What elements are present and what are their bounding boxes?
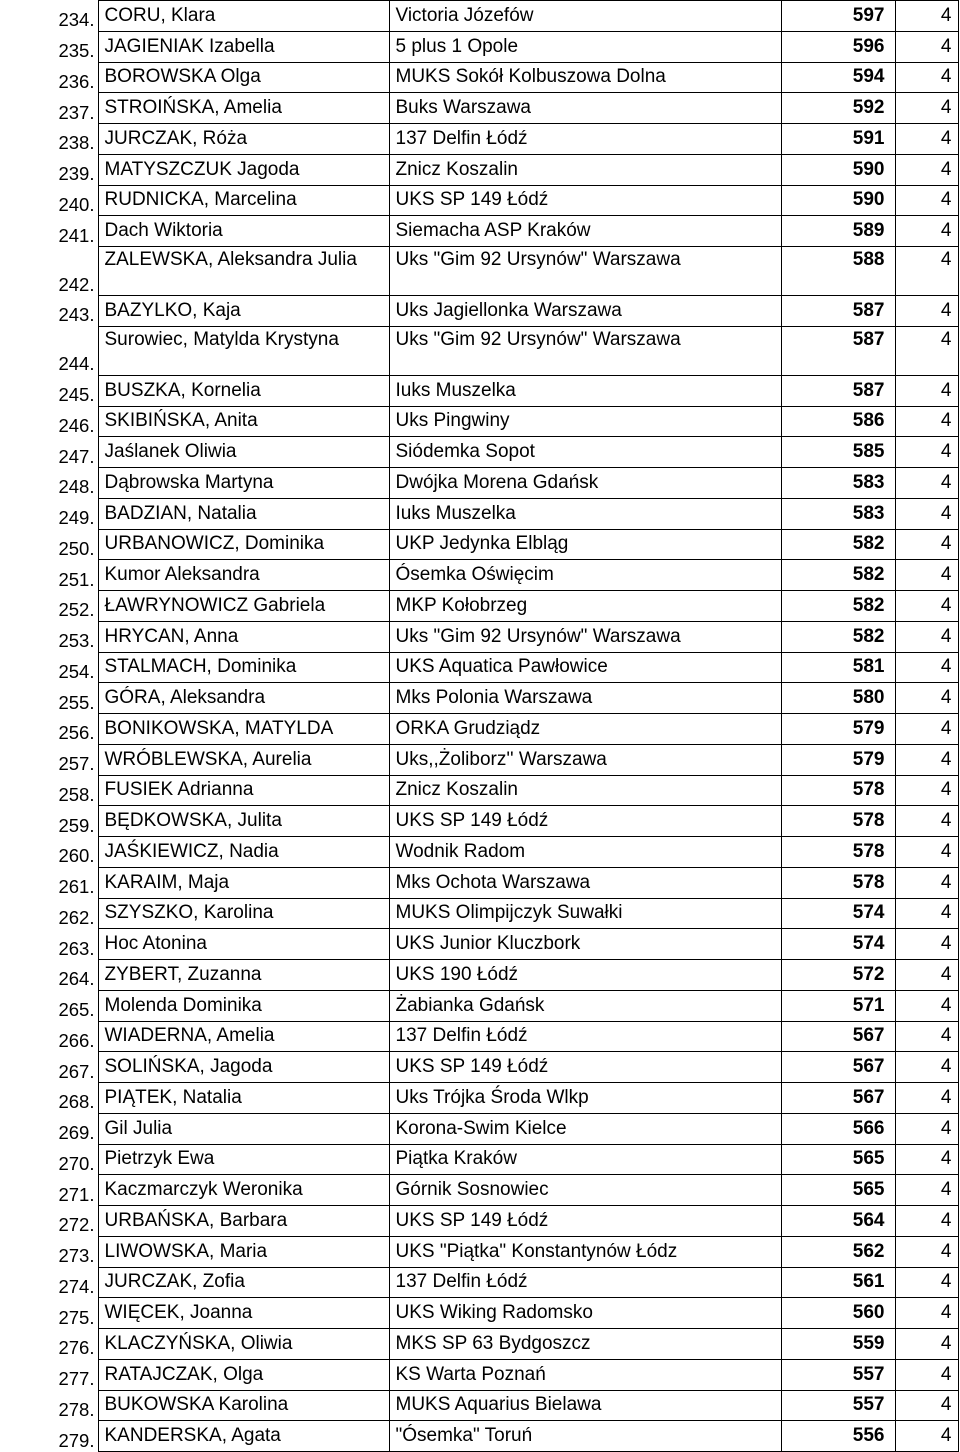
- athlete-name-cell: ZALEWSKA, Aleksandra Julia: [98, 247, 389, 296]
- place-cell: 243.: [58, 304, 95, 326]
- points-cell: 567: [781, 1021, 895, 1052]
- club-name-cell: Uks Trójka Środa Wlkp: [389, 1083, 781, 1114]
- place-cell: 254.: [58, 660, 95, 682]
- place-cell: 251.: [58, 568, 95, 590]
- athlete-name-cell: JURCZAK, Róża: [98, 124, 389, 155]
- place-cell: 258.: [58, 783, 95, 805]
- table-row: [3, 1267, 958, 1298]
- athlete-name-cell: PIĄTEK, Natalia: [98, 1083, 389, 1114]
- club-name-cell: Siemacha ASP Kraków: [389, 216, 781, 247]
- table-row: [3, 744, 958, 775]
- place-cell: 240.: [58, 193, 95, 215]
- athlete-name-cell: BOROWSKA Olga: [98, 62, 389, 93]
- points-cell: 561: [781, 1267, 895, 1298]
- table-row: [3, 1329, 958, 1360]
- table-row: [3, 775, 958, 806]
- table-row: [3, 621, 958, 652]
- table-row: [3, 837, 958, 868]
- table-row: [3, 529, 958, 560]
- points-cell: 562: [781, 1236, 895, 1267]
- club-name-cell: Iuks Muszelka: [389, 375, 781, 406]
- table-row: [3, 1113, 958, 1144]
- club-name-cell: Korona-Swim Kielce: [389, 1113, 781, 1144]
- club-name-cell: 137 Delfin Łódź: [389, 124, 781, 155]
- athlete-name-cell: Dach Wiktoria: [98, 216, 389, 247]
- athlete-name-cell: URBANOWICZ, Dominika: [98, 529, 389, 560]
- club-name-cell: UKS "Piątka" Konstantynów Łódz: [389, 1236, 781, 1267]
- athlete-name-cell: Surowiec, Matylda Krystyna: [98, 326, 389, 375]
- athlete-name-cell: Kumor Aleksandra: [98, 560, 389, 591]
- age-group-cell: 4: [895, 1267, 958, 1298]
- club-name-cell: UKS SP 149 Łódź: [389, 806, 781, 837]
- points-cell: 590: [781, 185, 895, 216]
- age-group-cell: 4: [895, 1206, 958, 1237]
- club-name-cell: Victoria Józefów: [389, 1, 781, 32]
- place-cell: 272.: [58, 1214, 95, 1236]
- points-cell: 582: [781, 560, 895, 591]
- age-group-cell: 4: [895, 1, 958, 32]
- age-group-cell: 4: [895, 898, 958, 929]
- place-cell: 262.: [58, 906, 95, 928]
- club-name-cell: UKS Wiking Radomsko: [389, 1298, 781, 1329]
- age-group-cell: 4: [895, 806, 958, 837]
- table-row: [3, 93, 958, 124]
- athlete-name-cell: Molenda Dominika: [98, 990, 389, 1021]
- club-name-cell: MUKS Aquarius Bielawa: [389, 1390, 781, 1421]
- athlete-name-cell: JAGIENIAK Izabella: [98, 31, 389, 62]
- club-name-cell: Iuks Muszelka: [389, 498, 781, 529]
- points-cell: 586: [781, 406, 895, 437]
- athlete-name-cell: MATYSZCZUK Jagoda: [98, 154, 389, 185]
- points-cell: 596: [781, 31, 895, 62]
- age-group-cell: 4: [895, 1083, 958, 1114]
- place-cell: 246.: [58, 414, 95, 436]
- athlete-name-cell: SKIBIŃSKA, Anita: [98, 406, 389, 437]
- age-group-cell: 4: [895, 1421, 958, 1452]
- table-row: [3, 468, 958, 499]
- points-cell: 578: [781, 775, 895, 806]
- table-row: [3, 216, 958, 247]
- table-row: [3, 806, 958, 837]
- club-name-cell: Uks Jagiellonka Warszawa: [389, 296, 781, 327]
- table-row: [3, 154, 958, 185]
- table-row: [3, 591, 958, 622]
- club-name-cell: Mks Polonia Warszawa: [389, 683, 781, 714]
- age-group-cell: 4: [895, 406, 958, 437]
- age-group-cell: 4: [895, 1113, 958, 1144]
- age-group-cell: 4: [895, 437, 958, 468]
- athlete-name-cell: GÓRA, Aleksandra: [98, 683, 389, 714]
- table-row: [3, 247, 958, 296]
- points-cell: 567: [781, 1052, 895, 1083]
- age-group-cell: 4: [895, 296, 958, 327]
- age-group-cell: 4: [895, 154, 958, 185]
- table-row: [3, 406, 958, 437]
- place-cell: 250.: [58, 537, 95, 559]
- place-cell: 239.: [58, 163, 95, 184]
- table-row: [3, 296, 958, 327]
- age-group-cell: 4: [895, 247, 958, 296]
- table-row: [3, 990, 958, 1021]
- club-name-cell: 137 Delfin Łódź: [389, 1267, 781, 1298]
- athlete-name-cell: RATAJCZAK, Olga: [98, 1359, 389, 1390]
- table-row: [3, 62, 958, 93]
- table-row: [3, 1175, 958, 1206]
- points-cell: 572: [781, 960, 895, 991]
- place-cell: 234.: [58, 9, 95, 31]
- athlete-name-cell: Gil Julia: [98, 1113, 389, 1144]
- athlete-name-cell: FUSIEK Adrianna: [98, 775, 389, 806]
- points-cell: 565: [781, 1175, 895, 1206]
- points-cell: 564: [781, 1206, 895, 1237]
- club-name-cell: "Ósemka" Toruń: [389, 1421, 781, 1452]
- age-group-cell: 4: [895, 1144, 958, 1175]
- points-cell: 594: [781, 62, 895, 93]
- age-group-cell: 4: [895, 837, 958, 868]
- club-name-cell: UKS Junior Kluczbork: [389, 929, 781, 960]
- points-cell: 579: [781, 744, 895, 775]
- place-cell: 236.: [58, 70, 95, 92]
- points-cell: 567: [781, 1083, 895, 1114]
- table-row: [3, 929, 958, 960]
- place-cell: 278.: [58, 1398, 95, 1420]
- athlete-name-cell: BUKOWSKA Karolina: [98, 1390, 389, 1421]
- place-cell: 265.: [58, 999, 95, 1020]
- points-cell: 582: [781, 529, 895, 560]
- place-cell: 248.: [58, 476, 95, 498]
- athlete-name-cell: JAŚKIEWICZ, Nadia: [98, 837, 389, 868]
- place-cell: 256.: [58, 722, 95, 744]
- athlete-name-cell: Pietrzyk Ewa: [98, 1144, 389, 1175]
- athlete-name-cell: KLACZYŃSKA, Oliwia: [98, 1329, 389, 1360]
- place-cell: 260.: [58, 845, 95, 867]
- table-row: [3, 1359, 958, 1390]
- age-group-cell: 4: [895, 560, 958, 591]
- place-cell: 264.: [58, 968, 95, 990]
- place-cell: 235.: [58, 40, 95, 61]
- age-group-cell: 4: [895, 714, 958, 745]
- club-name-cell: UKS Aquatica Pawłowice: [389, 652, 781, 683]
- athlete-name-cell: SZYSZKO, Karolina: [98, 898, 389, 929]
- athlete-name-cell: Dąbrowska Martyna: [98, 468, 389, 499]
- table-row: [3, 185, 958, 216]
- points-cell: 592: [781, 93, 895, 124]
- athlete-name-cell: URBAŃSKA, Barbara: [98, 1206, 389, 1237]
- age-group-cell: 4: [895, 683, 958, 714]
- age-group-cell: 4: [895, 468, 958, 499]
- club-name-cell: UKS 190 Łódź: [389, 960, 781, 991]
- points-cell: 590: [781, 154, 895, 185]
- athlete-name-cell: BADZIAN, Natalia: [98, 498, 389, 529]
- age-group-cell: 4: [895, 326, 958, 375]
- club-name-cell: MKP Kołobrzeg: [389, 591, 781, 622]
- club-name-cell: MKS SP 63 Bydgoszcz: [389, 1329, 781, 1360]
- club-name-cell: UKP Jedynka Elbląg: [389, 529, 781, 560]
- table-row: [3, 31, 958, 62]
- age-group-cell: 4: [895, 1021, 958, 1052]
- age-group-cell: 4: [895, 652, 958, 683]
- points-cell: 580: [781, 683, 895, 714]
- athlete-name-cell: Kaczmarczyk Weronika: [98, 1175, 389, 1206]
- club-name-cell: Uks "Gim 92 Ursynów" Warszawa: [389, 621, 781, 652]
- place-cell: 263.: [58, 937, 95, 959]
- points-cell: 581: [781, 652, 895, 683]
- athlete-name-cell: ŁAWRYNOWICZ Gabriela: [98, 591, 389, 622]
- age-group-cell: 4: [895, 775, 958, 806]
- table-row: [3, 560, 958, 591]
- athlete-name-cell: JURCZAK, Zofia: [98, 1267, 389, 1298]
- athlete-name-cell: WIADERNA, Amelia: [98, 1021, 389, 1052]
- athlete-name-cell: KANDERSKA, Agata: [98, 1421, 389, 1452]
- athlete-name-cell: BONIKOWSKA, MATYLDA: [98, 714, 389, 745]
- points-cell: 583: [781, 498, 895, 529]
- place-cell: 253.: [58, 630, 95, 651]
- points-cell: 587: [781, 296, 895, 327]
- points-cell: 565: [781, 1144, 895, 1175]
- club-name-cell: MUKS Sokół Kolbuszowa Dolna: [389, 62, 781, 93]
- place-cell: 247.: [58, 445, 95, 467]
- place-cell: 271.: [58, 1183, 95, 1205]
- table-row: [3, 867, 958, 898]
- age-group-cell: 4: [895, 1175, 958, 1206]
- athlete-name-cell: SOLIŃSKA, Jagoda: [98, 1052, 389, 1083]
- points-cell: 566: [781, 1113, 895, 1144]
- table-row: [3, 1298, 958, 1329]
- place-cell: 244.: [58, 353, 95, 375]
- points-cell: 560: [781, 1298, 895, 1329]
- points-cell: 582: [781, 621, 895, 652]
- age-group-cell: 4: [895, 1390, 958, 1421]
- points-cell: 574: [781, 929, 895, 960]
- athlete-name-cell: ZYBERT, Zuzanna: [98, 960, 389, 991]
- table-row: [3, 326, 958, 375]
- points-cell: 557: [781, 1359, 895, 1390]
- athlete-name-cell: RUDNICKA, Marcelina: [98, 185, 389, 216]
- athlete-name-cell: LIWOWSKA, Maria: [98, 1236, 389, 1267]
- athlete-name-cell: HRYCAN, Anna: [98, 621, 389, 652]
- points-cell: 578: [781, 867, 895, 898]
- athlete-name-cell: Jaślanek Oliwia: [98, 437, 389, 468]
- age-group-cell: 4: [895, 867, 958, 898]
- age-group-cell: 4: [895, 93, 958, 124]
- place-cell: 242.: [58, 273, 95, 295]
- age-group-cell: 4: [895, 1298, 958, 1329]
- club-name-cell: Buks Warszawa: [389, 93, 781, 124]
- club-name-cell: Mks Ochota Warszawa: [389, 867, 781, 898]
- athlete-name-cell: BAZYLKO, Kaja: [98, 296, 389, 327]
- age-group-cell: 4: [895, 124, 958, 155]
- table-row: [3, 375, 958, 406]
- table-row: [3, 1236, 958, 1267]
- points-cell: 591: [781, 124, 895, 155]
- club-name-cell: Ósemka Oświęcim: [389, 560, 781, 591]
- club-name-cell: KS Warta Poznań: [389, 1359, 781, 1390]
- place-cell: 257.: [58, 753, 95, 774]
- age-group-cell: 4: [895, 591, 958, 622]
- points-cell: 571: [781, 990, 895, 1021]
- table-row: [3, 683, 958, 714]
- table-row: [3, 1021, 958, 1052]
- place-cell: 279.: [58, 1429, 95, 1451]
- table-row: [3, 124, 958, 155]
- club-name-cell: ORKA Grudziądz: [389, 714, 781, 745]
- age-group-cell: 4: [895, 375, 958, 406]
- club-name-cell: UKS SP 149 Łódź: [389, 1206, 781, 1237]
- points-cell: 587: [781, 375, 895, 406]
- place-cell: 252.: [58, 599, 95, 621]
- points-cell: 589: [781, 216, 895, 247]
- club-name-cell: 5 plus 1 Opole: [389, 31, 781, 62]
- points-cell: 578: [781, 837, 895, 868]
- place-cell: 270.: [58, 1152, 95, 1174]
- place-cell: 277.: [58, 1368, 95, 1389]
- athlete-name-cell: CORU, Klara: [98, 1, 389, 32]
- club-name-cell: Siódemka Sopot: [389, 437, 781, 468]
- table-row: [3, 960, 958, 991]
- points-cell: 583: [781, 468, 895, 499]
- age-group-cell: 4: [895, 498, 958, 529]
- place-cell: 249.: [58, 507, 95, 528]
- club-name-cell: Dwójka Morena Gdańsk: [389, 468, 781, 499]
- athlete-name-cell: STROIŃSKA, Amelia: [98, 93, 389, 124]
- place-cell: 269.: [58, 1122, 95, 1143]
- place-cell: 261.: [58, 876, 95, 897]
- age-group-cell: 4: [895, 216, 958, 247]
- place-cell: 267.: [58, 1060, 95, 1082]
- table-row: [3, 714, 958, 745]
- club-name-cell: MUKS Olimpijczyk Suwałki: [389, 898, 781, 929]
- place-cell: 266.: [58, 1029, 95, 1051]
- points-cell: 582: [781, 591, 895, 622]
- table-row: [3, 498, 958, 529]
- points-cell: 588: [781, 247, 895, 296]
- points-cell: 585: [781, 437, 895, 468]
- points-cell: 574: [781, 898, 895, 929]
- table-row: [3, 652, 958, 683]
- place-cell: 238.: [58, 132, 95, 154]
- place-cell: 276.: [58, 1337, 95, 1359]
- points-cell: 578: [781, 806, 895, 837]
- athlete-name-cell: BUSZKA, Kornelia: [98, 375, 389, 406]
- results-table-body: [3, 1, 958, 1452]
- athlete-name-cell: WRÓBLEWSKA, Aurelia: [98, 744, 389, 775]
- points-cell: 579: [781, 714, 895, 745]
- club-name-cell: Uks Pingwiny: [389, 406, 781, 437]
- age-group-cell: 4: [895, 529, 958, 560]
- results-table: [3, 0, 959, 1452]
- athlete-name-cell: WIĘCEK, Joanna: [98, 1298, 389, 1329]
- club-name-cell: Uks "Gim 92 Ursynów" Warszawa: [389, 247, 781, 296]
- place-cell: 241.: [58, 224, 95, 246]
- age-group-cell: 4: [895, 744, 958, 775]
- age-group-cell: 4: [895, 960, 958, 991]
- age-group-cell: 4: [895, 929, 958, 960]
- table-row: [3, 1, 958, 32]
- place-cell: 245.: [58, 384, 95, 405]
- age-group-cell: 4: [895, 621, 958, 652]
- athlete-name-cell: Hoc Atonina: [98, 929, 389, 960]
- club-name-cell: 137 Delfin Łódź: [389, 1021, 781, 1052]
- athlete-name-cell: KARAIM, Maja: [98, 867, 389, 898]
- points-cell: 597: [781, 1, 895, 32]
- table-row: [3, 1421, 958, 1452]
- club-name-cell: UKS SP 149 Łódź: [389, 185, 781, 216]
- club-name-cell: Wodnik Radom: [389, 837, 781, 868]
- age-group-cell: 4: [895, 1359, 958, 1390]
- age-group-cell: 4: [895, 185, 958, 216]
- club-name-cell: Znicz Koszalin: [389, 775, 781, 806]
- age-group-cell: 4: [895, 1329, 958, 1360]
- age-group-cell: 4: [895, 1236, 958, 1267]
- place-cell: 268.: [58, 1091, 95, 1113]
- place-cell: 255.: [58, 691, 95, 713]
- age-group-cell: 4: [895, 31, 958, 62]
- club-name-cell: Żabianka Gdańsk: [389, 990, 781, 1021]
- points-cell: 556: [781, 1421, 895, 1452]
- club-name-cell: UKS SP 149 Łódź: [389, 1052, 781, 1083]
- athlete-name-cell: STALMACH, Dominika: [98, 652, 389, 683]
- club-name-cell: Znicz Koszalin: [389, 154, 781, 185]
- points-cell: 557: [781, 1390, 895, 1421]
- place-cell: 275.: [58, 1306, 95, 1328]
- points-cell: 587: [781, 326, 895, 375]
- club-name-cell: Piątka Kraków: [389, 1144, 781, 1175]
- club-name-cell: Uks "Gim 92 Ursynów" Warszawa: [389, 326, 781, 375]
- table-row: [3, 898, 958, 929]
- age-group-cell: 4: [895, 1052, 958, 1083]
- place-cell: 273.: [58, 1245, 95, 1266]
- age-group-cell: 4: [895, 990, 958, 1021]
- table-row: [3, 1390, 958, 1421]
- place-cell: 274.: [58, 1275, 95, 1297]
- table-row: [3, 1144, 958, 1175]
- points-cell: 559: [781, 1329, 895, 1360]
- table-row: [3, 1083, 958, 1114]
- table-row: [3, 1206, 958, 1237]
- club-name-cell: Uks,,Żoliborz'' Warszawa: [389, 744, 781, 775]
- club-name-cell: Górnik Sosnowiec: [389, 1175, 781, 1206]
- age-group-cell: 4: [895, 62, 958, 93]
- athlete-name-cell: BĘDKOWSKA, Julita: [98, 806, 389, 837]
- table-row: [3, 1052, 958, 1083]
- place-cell: 237.: [58, 101, 95, 123]
- table-row: [3, 437, 958, 468]
- place-cell: 259.: [58, 814, 95, 836]
